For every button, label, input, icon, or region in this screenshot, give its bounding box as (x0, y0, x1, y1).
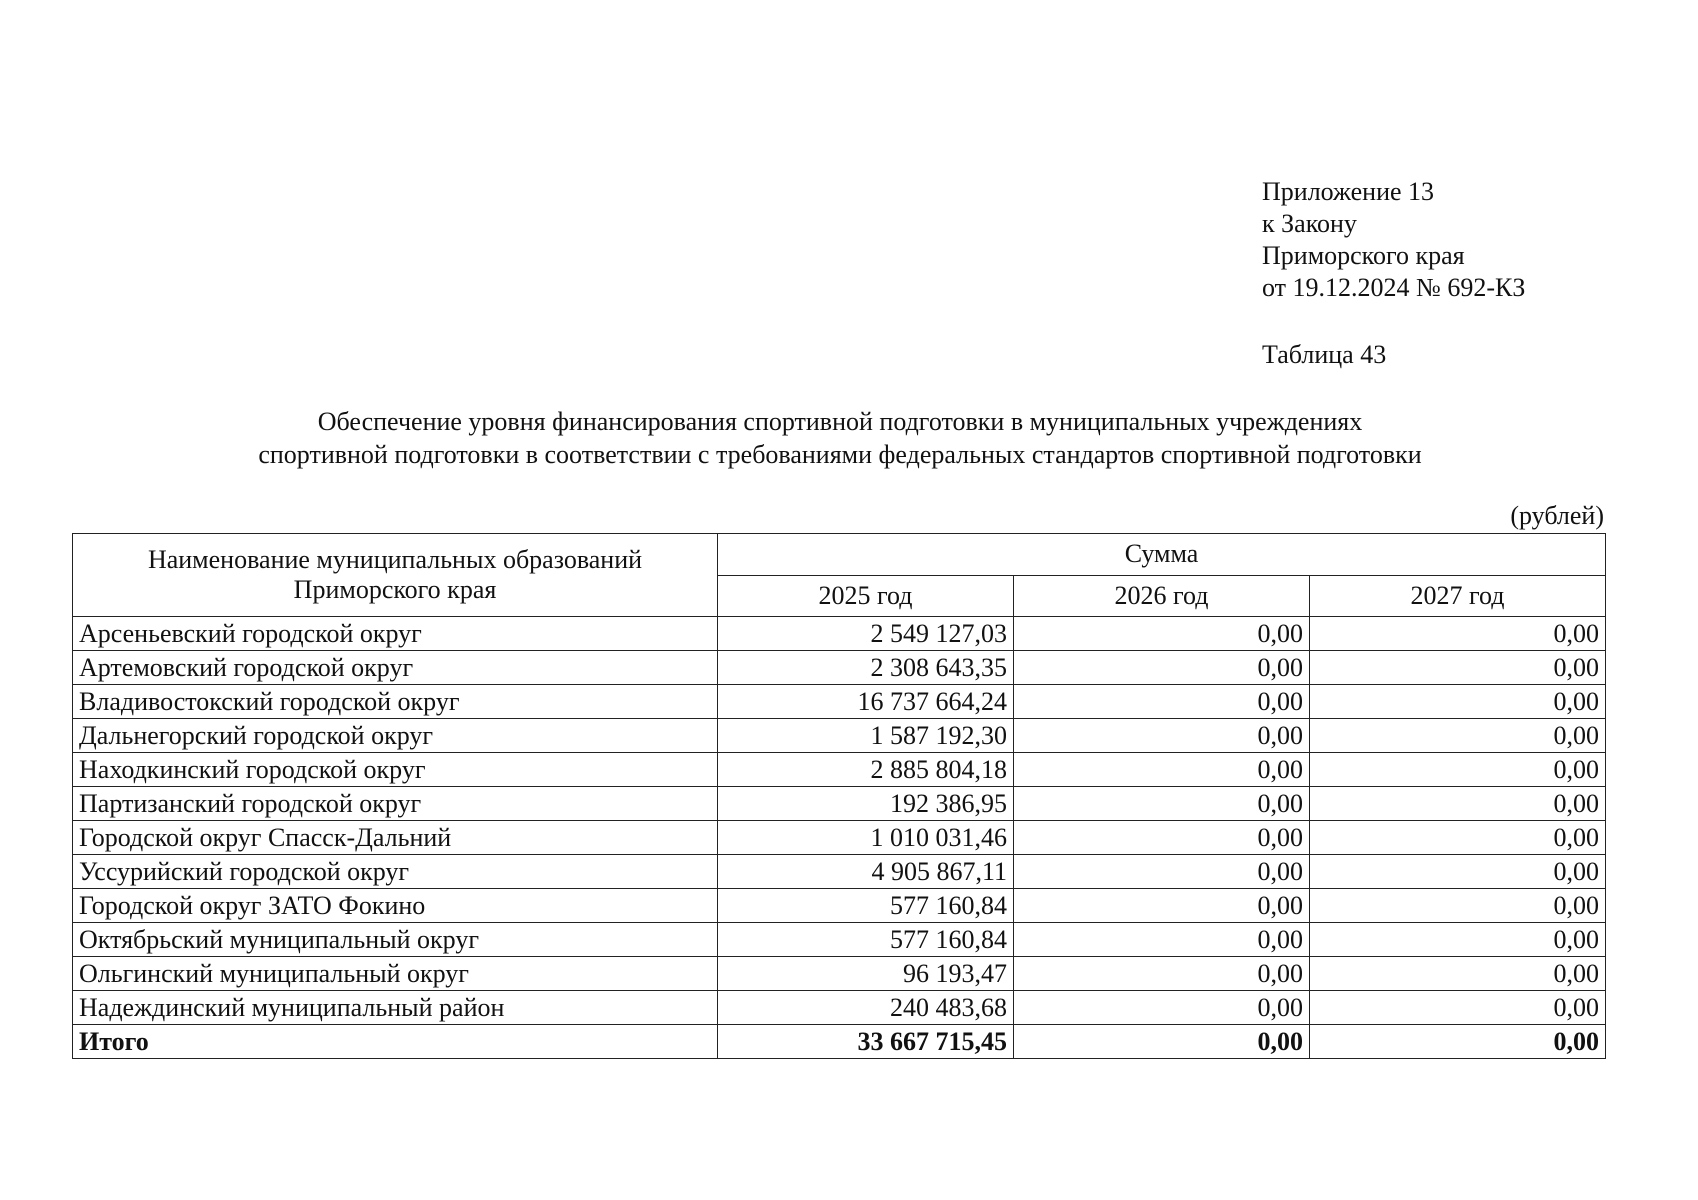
sum-2026-cell: 0,00 (1014, 651, 1310, 685)
sum-2026-cell: 0,00 (1014, 787, 1310, 821)
municipality-cell: Дальнегорский городской округ (73, 719, 718, 753)
appendix-law: к Закону (1262, 209, 1357, 238)
table-row (73, 719, 1606, 753)
sum-2027-cell: 0,00 (1310, 651, 1606, 685)
table-row (73, 923, 1606, 957)
sum-2027-cell: 0,00 (1310, 787, 1606, 821)
appendix-region: Приморского края (1262, 241, 1465, 270)
sum-2025-cell: 2 308 643,35 (718, 651, 1014, 685)
header-year-2026: 2026 год (1014, 575, 1310, 617)
municipality-cell: Ольгинский муниципальный округ (73, 957, 718, 991)
sum-2025-cell: 16 737 664,24 (718, 685, 1014, 719)
sum-2025-cell: 240 483,68 (718, 991, 1014, 1025)
sum-2026-cell: 0,00 (1014, 889, 1310, 923)
table-body (73, 617, 1606, 1059)
funding-table (72, 533, 1606, 1059)
municipality-cell: Надеждинский муниципальный район (73, 991, 718, 1025)
table-row (73, 991, 1606, 1025)
municipality-cell: Уссурийский городской округ (73, 855, 718, 889)
sum-2026-cell: 0,00 (1014, 923, 1310, 957)
sum-2027-cell: 0,00 (1310, 685, 1606, 719)
sum-2025-cell: 1 010 031,46 (718, 821, 1014, 855)
header-municipality (73, 534, 718, 617)
sum-2026-cell: 0,00 (1014, 1025, 1310, 1059)
sum-2027-cell: 0,00 (1310, 991, 1606, 1025)
sum-2027-cell: 0,00 (1310, 617, 1606, 651)
table-row (73, 855, 1606, 889)
table-row (73, 957, 1606, 991)
sum-2026-cell: 0,00 (1014, 685, 1310, 719)
table-row (73, 821, 1606, 855)
document-title (120, 405, 1560, 471)
municipality-cell: Октябрьский муниципальный округ (73, 923, 718, 957)
municipality-cell: Партизанский городской округ (73, 787, 718, 821)
municipality-cell: Городской округ ЗАТО Фокино (73, 889, 718, 923)
table-row (73, 651, 1606, 685)
sum-2026-cell: 0,00 (1014, 991, 1310, 1025)
sum-2027-cell: 0,00 (1310, 855, 1606, 889)
sum-2026-cell: 0,00 (1014, 821, 1310, 855)
title-line-2: спортивной подготовки в соответствии с требованиями федеральных стандартов спортивной подготовки (258, 440, 1422, 469)
municipality-cell: Итого (73, 1025, 718, 1059)
sum-2025-cell: 2 885 804,18 (718, 753, 1014, 787)
header-sum: Сумма (718, 534, 1606, 576)
municipality-cell: Находкинский городской округ (73, 753, 718, 787)
sum-2027-cell: 0,00 (1310, 821, 1606, 855)
sum-2027-cell: 0,00 (1310, 957, 1606, 991)
header-year-2027: 2027 год (1310, 575, 1606, 617)
sum-2025-cell: 1 587 192,30 (718, 719, 1014, 753)
title-line-1: Обеспечение уровня финансирования спортивной подготовки в муниципальных учреждениях (317, 407, 1363, 436)
table-row (73, 787, 1606, 821)
sum-2025-cell: 192 386,95 (718, 787, 1014, 821)
table-row (73, 753, 1606, 787)
header-municipality-line-2: Приморского края (293, 575, 497, 604)
unit-label: (рублей) (1510, 501, 1604, 530)
sum-2027-cell: 0,00 (1310, 923, 1606, 957)
table-row (73, 617, 1606, 651)
municipality-cell: Арсеньевский городской округ (73, 617, 718, 651)
appendix-date-number: от 19.12.2024 № 692-КЗ (1262, 273, 1526, 302)
header-row (73, 534, 1606, 576)
municipality-cell: Артемовский городской округ (73, 651, 718, 685)
sum-2027-cell: 0,00 (1310, 753, 1606, 787)
sum-2026-cell: 0,00 (1014, 753, 1310, 787)
sum-2025-cell: 96 193,47 (718, 957, 1014, 991)
table-row (73, 685, 1606, 719)
table-row (73, 889, 1606, 923)
appendix-reference (1262, 176, 1525, 304)
municipality-cell: Владивостокский городской округ (73, 685, 718, 719)
appendix-number: Приложение 13 (1262, 177, 1435, 206)
total-row (73, 1025, 1606, 1059)
sum-2026-cell: 0,00 (1014, 957, 1310, 991)
sum-2027-cell: 0,00 (1310, 1025, 1606, 1059)
header-municipality-line-1: Наименование муниципальных образований (147, 545, 643, 574)
sum-2025-cell: 577 160,84 (718, 923, 1014, 957)
table-header (73, 534, 1606, 617)
sum-2026-cell: 0,00 (1014, 719, 1310, 753)
sum-2027-cell: 0,00 (1310, 889, 1606, 923)
sum-2025-cell: 2 549 127,03 (718, 617, 1014, 651)
sum-2026-cell: 0,00 (1014, 617, 1310, 651)
sum-2026-cell: 0,00 (1014, 855, 1310, 889)
header-year-2025: 2025 год (718, 575, 1014, 617)
municipality-cell: Городской округ Спасск-Дальний (73, 821, 718, 855)
table-number: Таблица 43 (1262, 340, 1387, 369)
sum-2025-cell: 577 160,84 (718, 889, 1014, 923)
sum-2025-cell: 33 667 715,45 (718, 1025, 1014, 1059)
sum-2025-cell: 4 905 867,11 (718, 855, 1014, 889)
sum-2027-cell: 0,00 (1310, 719, 1606, 753)
